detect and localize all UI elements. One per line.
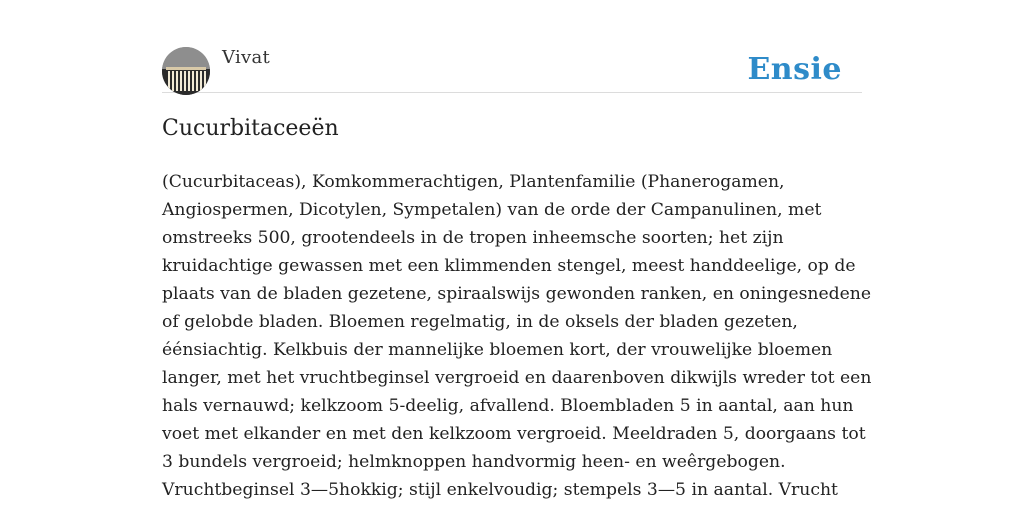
body-line: (Cucurbitaceas), Komkommerachtigen, Plantenfamilie (Phanerogamen, bbox=[162, 172, 785, 192]
source-name[interactable]: Vivat bbox=[222, 47, 271, 68]
body-line: 3 bundels vergroeid; helmknoppen handvormig heen- en weêrgebogen. bbox=[162, 452, 786, 472]
body-line: hals vernauwd; kelkzoom 5-deelig, afvallend. Bloembladen 5 in aantal, aan hun bbox=[162, 396, 854, 416]
header bbox=[162, 46, 862, 93]
book-spines-icon[interactable] bbox=[162, 47, 210, 95]
body-line: plaats van de bladen gezetene, spiraalswijs gewonden ranken, en oningesnedene bbox=[162, 284, 872, 304]
body-line: éénsiachtig. Kelkbuis der mannelijke bloemen kort, der vrouwelijke bloemen bbox=[162, 340, 833, 360]
brand-logo[interactable]: Ensie bbox=[747, 52, 842, 87]
article-body bbox=[162, 168, 872, 504]
body-line: kruidachtige gewassen met een klimmenden stengel, meest handdeelige, op de bbox=[162, 256, 856, 276]
avatar-image bbox=[162, 47, 210, 95]
body-line: of gelobde bladen. Bloemen regelmatig, in de oksels der bladen gezeten, bbox=[162, 312, 798, 332]
body-line: Vruchtbeginsel 3—5hokkig; stijl enkelvoudig; stempels 3—5 in aantal. Vrucht bbox=[162, 480, 838, 500]
page-title: Cucurbitaceeën bbox=[162, 116, 339, 141]
body-line: voet met elkander en met den kelkzoom vergroeid. Meeldraden 5, doorgaans tot bbox=[162, 424, 866, 444]
body-line: omstreeks 500, grootendeels in de tropen inheemsche soorten; het zijn bbox=[162, 228, 784, 248]
body-line: Angiospermen, Dicotylen, Sympetalen) van de orde der Campanulinen, met bbox=[162, 200, 822, 220]
body-line: langer, met het vruchtbeginsel vergroeid en daarenboven dikwijls wreder tot een bbox=[162, 368, 872, 388]
